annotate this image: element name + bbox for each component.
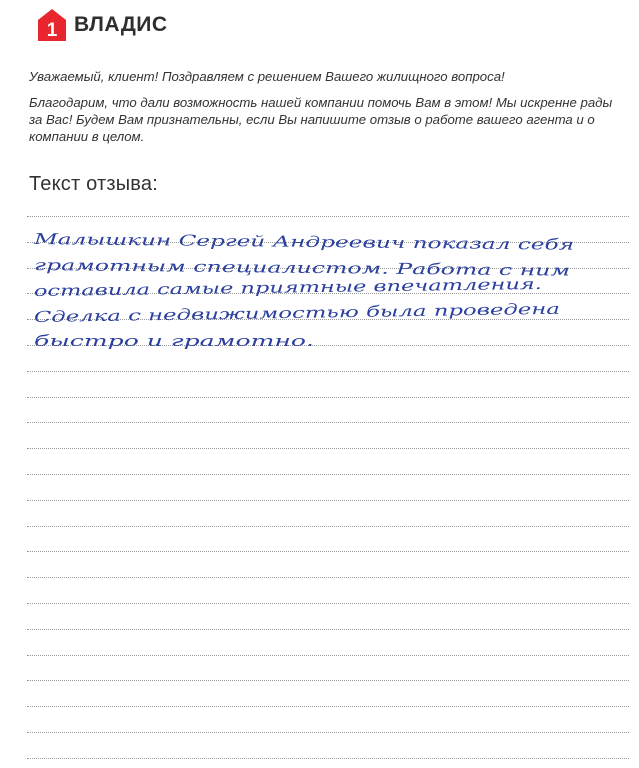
writing-line	[27, 758, 629, 759]
writing-line	[27, 526, 629, 527]
writing-line	[27, 242, 629, 243]
logo-digit: 1	[46, 20, 58, 41]
writing-line	[27, 500, 629, 501]
writing-line	[27, 706, 629, 707]
thanks-text: Благодарим, что дали возможность нашей компании помочь Вам в этом! Мы искренне рады за Вас! Будем Вам признательны, если Вы напишите отзыв о работе вашего агента и о компании в целом.	[29, 95, 613, 144]
writing-line	[27, 448, 629, 449]
house-logo-icon	[36, 8, 68, 42]
writing-line	[27, 422, 629, 423]
writing-line	[27, 603, 629, 604]
handwritten-line-4: Сделка с недвижимостью была проведена	[33, 302, 381, 326]
writing-line	[27, 268, 629, 269]
handwritten-line-5: быстро и грамотно.	[34, 332, 314, 350]
writing-line	[27, 629, 629, 630]
writing-line	[27, 732, 629, 733]
review-heading: Текст отзыва:	[29, 173, 158, 195]
greeting-text: Уважаемый, клиент! Поздравляем с решением Вашего жилищного вопроса!	[29, 69, 505, 84]
writing-line	[27, 474, 629, 475]
handwritten-line-2: грамотным специалистом. Работа с ним	[33, 256, 375, 278]
writing-line	[27, 345, 629, 346]
writing-line	[27, 216, 629, 217]
writing-line	[27, 371, 629, 372]
writing-line	[27, 577, 629, 578]
handwritten-line-1: Малышкин Сергей Андреевич показал себя	[33, 230, 384, 252]
writing-line	[27, 397, 629, 398]
writing-line	[27, 293, 629, 294]
writing-lines	[27, 200, 629, 768]
writing-line	[27, 680, 629, 681]
handwritten-line-3: оставила самые приятные впечатления.	[33, 277, 374, 300]
brand-logo	[36, 8, 168, 42]
brand-name: ВЛАДИС	[74, 13, 168, 36]
writing-line	[27, 551, 629, 552]
writing-line	[27, 655, 629, 656]
writing-line	[27, 319, 629, 320]
